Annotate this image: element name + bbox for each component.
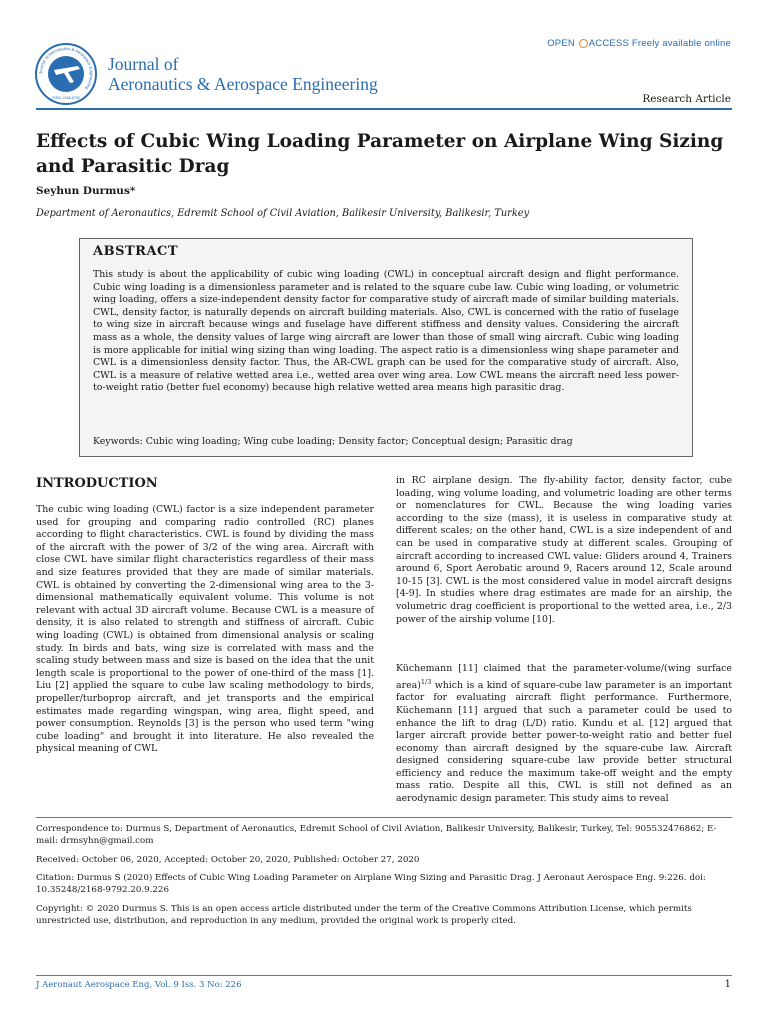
affiliation: Department of Aeronautics, Edremit School of Civil Aviation, Balikesir University, Balikesir, Turkey: [36, 208, 530, 219]
exponent-superscript: 1/3: [420, 677, 432, 686]
svg-text:ISSN: 2168-9792: ISSN: 2168-9792: [52, 96, 80, 100]
article-type: Research Article: [642, 93, 731, 105]
svg-text:Journal of Aeronautics & Aeros: Journal of Aeronautics & Aerospace Engineering: [37, 45, 95, 91]
open-access-badge[interactable]: [547, 38, 731, 49]
para-2-start: Küchemann [11] claimed that the parameter-volume/(wing surface area): [396, 663, 732, 691]
intro-column-1: The cubic wing loading (CWL) factor is a size independent parameter used for grouping and comparing radio controlled (RC) planes according to flight characteristics. CWL is found by dividing the mass of the aircraft with the power of 3/2 of the wing area. Aircraft with close CWL have similar flight characteristics regardless of their mass and size features provided that they are made of similar materials. CWL is obtained by converting the 2-dimensional wing area to the 3-dimensional mathematically equivalent volume. This volume is not relevant with actual 3D aircraft volume. Because CWL is a measure of density, it is also related to strength and stiffness of aircraft. Cubic wing loading (CWL) is obtained from dimensional analysis or scaling study. In birds and bats, wing size is correlated with mass and the scaling study between mass and size is based on the idea that the unit length scale is proportional to the power of one-third of the mass [1]. Liu [2] applied the square to cube law scaling methodology to birds, propeller/turboprop aircraft, and jet transports and the empirical estimates made regarding wingspan, wing area, flight speed, and power consumption. Reynolds [3] is the person who used term "wing cube loading" and brought it into literature. He also revealed the physical meaning of CWL: [36, 504, 374, 755]
received-dates: Received: October 06, 2020, Accepted: October 20, 2020, Published: October 27, 2020: [36, 855, 420, 865]
copyright: Copyright: © 2020 Durmus S. This is an open access article distributed under the term of the Creative Commons Attribution License, which permits unrestricted use, distribution, and reproduction in any medium, provided the original work is properly cited.: [36, 904, 692, 926]
abstract-text: This study is about the applicability of cubic wing loading (CWL) in conceptual aircraft design and flight performance. Cubic wing loading is a dimensionless parameter and is related to the square cube law. Cubic wing loading, or volumetric wing loading, offers a size-independent density factor for comparative study of aircraft made of similar building materials. CWL, density factor, is naturally depends on aircraft building materials. Also, CWL is concerned with the ratio of fuselage to wing size in aircraft because wings and fuselage have different stiffness and density values. Considering the aircraft mass as a whole, the density values of large wing aircraft are lower than those of small wing aircraft. Cubic wing loading is more applicable for initial wing sizing than wing loading. The aspect ratio is a dimensionless wing shape parameter and CWL is a dimensionless density factor. Thus, the AR-CWL graph can be used for the comparative study of aircraft. Also, CWL is a measure of relative wetted area i.e., wetted area over wing area. Low CWL means the aircraft need less power-to-weight ratio (better fuel economy) because high relative wetted area means high parasitic drag.: [93, 269, 679, 394]
correspondence: Correspondence to: Durmus S, Department of Aeronautics, Edremit School of Civil Aviation, Balikesir University, Balikesir, Turkey, Tel: 905532476862; E-mail: drmsyhn@gmail.com: [36, 824, 717, 846]
page-number: 1: [724, 979, 731, 990]
abstract-heading: ABSTRACT: [93, 244, 179, 259]
open-label: OPEN: [547, 38, 575, 49]
header-divider: [36, 108, 732, 110]
article-title: Effects of Cubic Wing Loading Parameter on Airplane Wing Sizing and Parasitic Drag: [36, 131, 724, 177]
para-2-rest: which is a kind of square-cube law parameter is an important factor for evaluating aircraft flight performance. Furthermore, Küchemann [11] argued that such a parameter could be used to enhance the lift to drag (L/D) ratio. Kundu et al. [12] argued that larger aircraft provide better power-to-weight ratio and better fuel economy than aircraft designed by the square-cube law. Aircraft designed considering square-cube law provide better structural efficiency and reduce the maximum take-off weight and the empty mass ratio. Despite all this, CWL is still not defined as an aerodynamic design parameter. This study aims to reveal: [396, 679, 732, 805]
journal-title-line1: Journal of: [108, 54, 179, 74]
journal-title: [108, 54, 378, 94]
access-label: ACCESS Freely available online: [588, 38, 731, 49]
running-footer: J Aeronaut Aerospace Eng, Vol. 9 Iss. 3 No: 226: [36, 980, 242, 990]
open-access-lock-icon: [579, 39, 588, 48]
citation: Citation: Durmus S (2020) Effects of Cubic Wing Loading Parameter on Airplane Wing Sizing and Parasitic Drag. J Aeronaut Aerospace Eng. 9:226. doi: 10.35248/2168-9792.20.9.226: [36, 873, 706, 895]
journal-logo: [34, 42, 98, 106]
intro-column-2-para-1: in RC airplane design. The fly-ability factor, density factor, cube loading, wing volume loading, and volumetric loading are other terms or nomenclatures for CWL. Because the wing loading varies according to the size (mass), it is useless in comparative study at different scales; on the other hand, CWL is a size independent of and can be used in comparative study at different scales. Grouping of aircraft according to increased CWL value: Gliders around 4, Trainers around 6, Sport Aerobatic around 9, Racers around 12, Scale around 10-15 [3]. CWL is the most considered value in model aircraft designs [4-9]. In studies where drag estimates are made for an airship, the volumetric drag coefficient is proportional to the wetted area, i.e., 2/3 power of the airship volume [10].: [396, 475, 732, 625]
page-footer-divider: [36, 975, 732, 976]
intro-column-2-para-2: [396, 663, 732, 806]
introduction-heading: INTRODUCTION: [36, 476, 158, 491]
journal-title-line2: Aeronautics & Aerospace Engineering: [108, 74, 378, 94]
footnote-divider: [36, 817, 732, 818]
keywords: Keywords: Cubic wing loading; Wing cube loading; Density factor; Conceptual design; Parasitic drag: [93, 436, 573, 447]
author: Seyhun Durmus*: [36, 185, 136, 197]
